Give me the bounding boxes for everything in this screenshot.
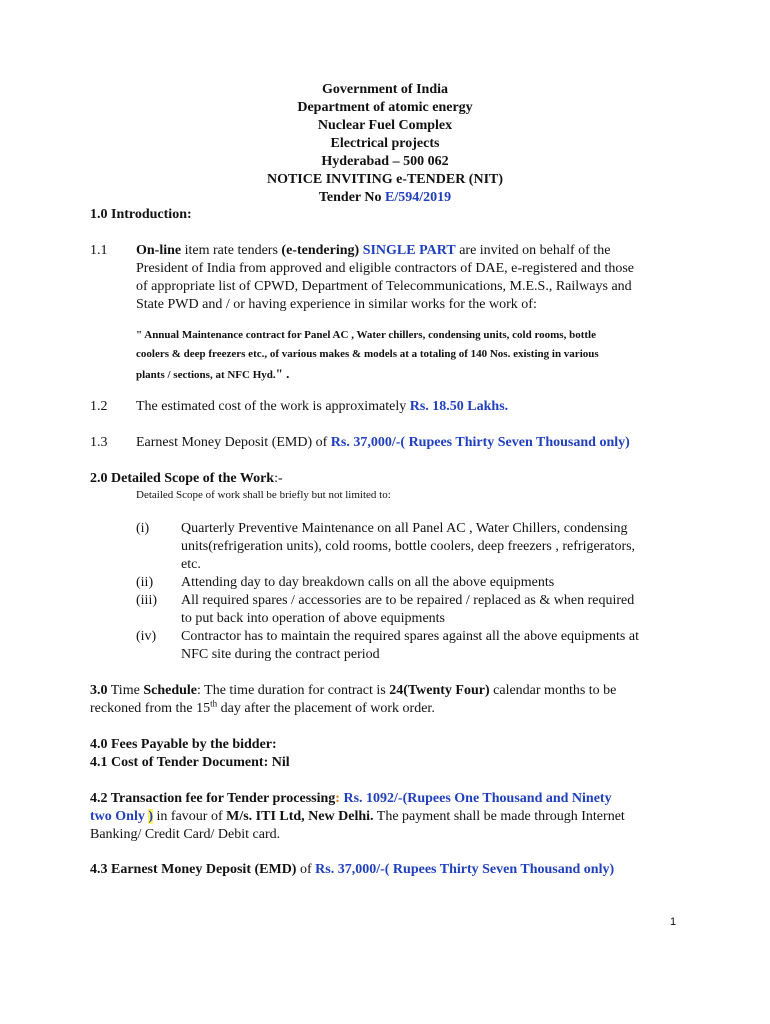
section-4-2-line3: Banking/ Credit Card/ Debit card. (90, 827, 281, 842)
section-4-2-line1 (90, 790, 680, 808)
etendering-label: (e-tendering) (281, 243, 360, 258)
document-header (0, 81, 770, 207)
list-item-number: (i) (136, 521, 150, 536)
section-4-0-heading: 4.0 Fees Payable by the bidder: (90, 737, 277, 752)
estimated-cost-text: The estimated cost of the work is approximately (136, 399, 410, 414)
header-line-government: Government of India (322, 82, 448, 97)
tender-document-cost-value: : Nil (263, 755, 290, 770)
list-item-number: (iii) (136, 593, 157, 608)
work-description-quote (136, 326, 680, 385)
header-line-notice-title: NOTICE INVITING e-TENDER (NIT) (266, 172, 504, 187)
section-1-1-line2: President of India from approved and eligible contractors of DAE, e-registered and those (136, 261, 634, 276)
list-item-line: units(refrigeration units), cold rooms, bottle coolers, deep freezers , refrigerators, (181, 539, 636, 554)
section-1-3-number: 1.3 (90, 435, 108, 450)
section-2-0-heading (90, 470, 680, 488)
emd-amount: Rs. 37,000/-( Rupees Thirty Seven Thousand only) (330, 435, 630, 450)
list-item-line: Quarterly Preventive Maintenance on all Panel AC , Water Chillers, condensing (181, 521, 628, 536)
list-item-number: (iv) (136, 629, 157, 644)
s3-text-c: : The time duration for contract is (197, 683, 390, 698)
s3-text-a: Time (107, 683, 144, 698)
section-1-1-line3: of appropriate list of CPWD, Department of Telecommunications, M.E.S., Railways and (136, 279, 632, 294)
transaction-fee-amount: Rs. 1092/-(Rupees One Thousand and Ninety (339, 791, 612, 806)
s1-1-text-e: are invited on behalf of the (455, 243, 611, 258)
s3-text-e: calendar months to be (489, 683, 617, 698)
list-item (181, 628, 681, 664)
quote-line2: coolers & deep freezers etc., of various makes & models at a totaling of 140 Nos. existing in various (136, 348, 599, 360)
list-item-line: to put back into operation of above equipments (181, 611, 445, 626)
section-1-0-heading: 1.0 Introduction: (90, 207, 192, 222)
emd-label: 4.3 Earnest Money Deposit (EMD) (90, 862, 297, 877)
section-3-0-line2 (90, 700, 680, 718)
emd-amount-4-3: Rs. 37,000/-( Rupees Thirty Seven Thousand only) (315, 862, 615, 877)
list-item (181, 592, 681, 628)
section-1-3-text (136, 434, 680, 452)
quote-line1: " Annual Maintenance contract for Panel AC , Water chillers, condensing units, cold rooms, bottle (136, 329, 596, 341)
section-1-1-text (136, 242, 680, 314)
duration-value: 24(Twenty Four) (389, 683, 490, 698)
s43-of: of (296, 862, 316, 877)
header-line-complex: Nuclear Fuel Complex (317, 118, 453, 133)
s3-line2-a: reckoned from the 15 (90, 701, 211, 716)
header-tender-number-line (0, 189, 770, 207)
highlighted-paren: ) (148, 809, 154, 824)
list-item (181, 574, 681, 592)
scope-heading-text: 2.0 Detailed Scope of the Work (90, 471, 275, 486)
quote-line3-text: plants / sections, at NFC Hyd. (136, 369, 276, 381)
header-line-city: Hyderabad – 500 062 (321, 154, 449, 169)
header-line-department: Department of atomic energy (297, 100, 473, 115)
section-1-1-number: 1.1 (90, 243, 108, 258)
list-item-line: Contractor has to maintain the required spares against all the above equipments at (181, 629, 639, 644)
section-1-1-line4: State PWD and / or having experience in similar works for the work of: (136, 297, 537, 312)
tender-prefix: Tender No (318, 190, 385, 205)
section-3-0-text (90, 682, 680, 718)
section-4-1-line (90, 754, 680, 772)
s1-1-text-b: item rate tenders (181, 243, 282, 258)
section-4-2-text (90, 790, 680, 844)
scope-heading-suffix: :- (274, 471, 283, 486)
list-item (181, 520, 681, 574)
s42-text1: in favour of (153, 809, 227, 824)
scope-subtitle: Detailed Scope of work shall be briefly but not limited to: (136, 489, 391, 501)
tender-document-cost-label: 4.1 Cost of Tender Document (90, 755, 264, 770)
tender-number: E/594/2019 (385, 190, 452, 205)
transaction-fee-amount-cont: two Only (90, 809, 149, 824)
section-4-3-line (90, 861, 680, 879)
transaction-fee-label: 4.2 Transaction fee for Tender processing (90, 791, 336, 806)
transaction-fee-colon: : (335, 791, 340, 806)
section-4-2-line2 (90, 808, 680, 826)
s3-line2-b: day after the placement of work order. (217, 701, 435, 716)
quote-close: " . (275, 366, 290, 381)
online-label: On-line (136, 243, 182, 258)
header-line-division: Electrical projects (330, 136, 440, 151)
page-number: 1 (670, 916, 677, 928)
estimated-cost-amount: Rs. 18.50 Lakhs. (409, 399, 509, 414)
list-item-line: All required spares / accessories are to be repaired / replaced as & when required (181, 593, 635, 608)
list-item-number: (ii) (136, 575, 154, 590)
section-3-0-number: 3.0 (90, 683, 108, 698)
s42-text2: The payment shall be made through Internet (373, 809, 625, 824)
single-part-label: SINGLE PART (359, 243, 456, 258)
quote-line3 (136, 364, 680, 385)
payee-firm: M/s. ITI Ltd, New Delhi. (226, 809, 374, 824)
section-3-0-line1 (90, 682, 680, 700)
section-1-2-number: 1.2 (90, 399, 108, 414)
emd-text: Earnest Money Deposit (EMD) of (136, 435, 331, 450)
section-1-1-line1 (136, 242, 680, 260)
ordinal-suffix: th (210, 698, 218, 709)
list-item-line: Attending day to day breakdown calls on all the above equipments (181, 575, 555, 590)
list-item-line: NFC site during the contract period (181, 647, 380, 662)
section-1-2-text (136, 398, 680, 416)
list-item-line: etc. (181, 557, 201, 572)
schedule-label: Schedule (143, 683, 197, 698)
